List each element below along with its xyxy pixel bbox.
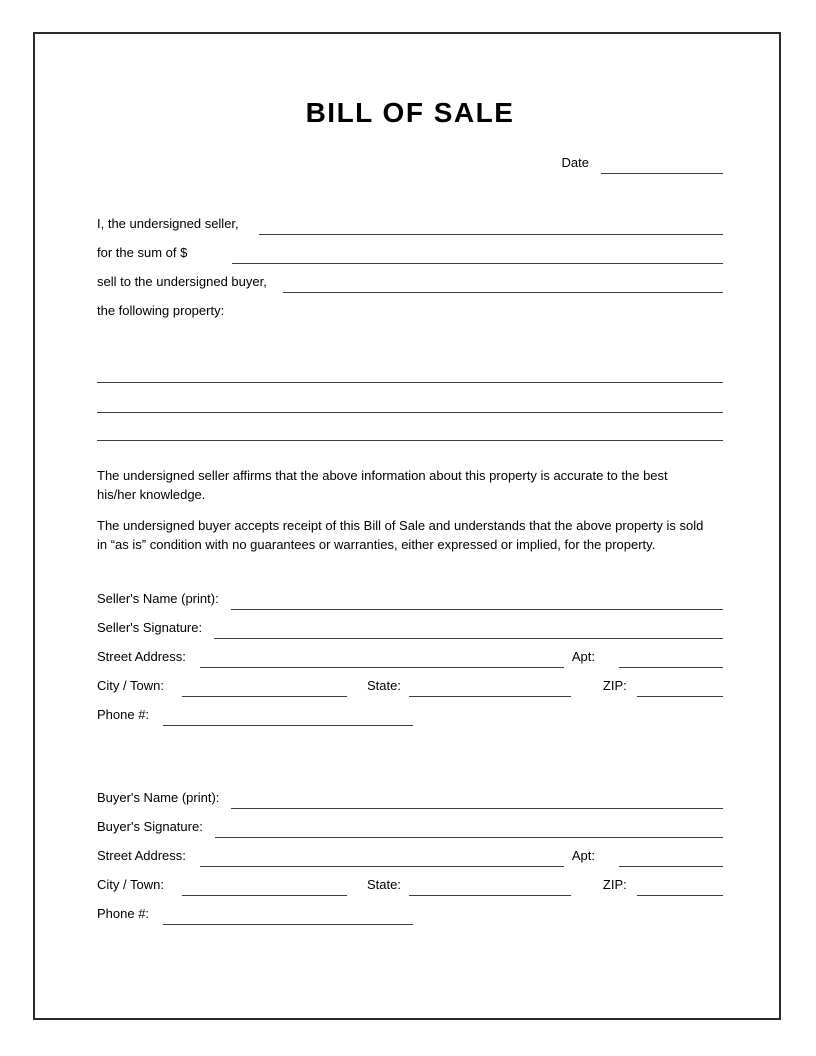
- buyer-street-field[interactable]: [200, 851, 564, 867]
- buyer-acceptance-line-1: The undersigned buyer accepts receipt of this Bill of Sale and understands that the above property is sold: [97, 518, 704, 533]
- page-title: BILL OF SALE: [305, 97, 515, 128]
- seller-street-row: [97, 645, 723, 665]
- seller-street-field[interactable]: [200, 652, 564, 668]
- undersigned-seller-field[interactable]: [259, 219, 723, 235]
- buyer-phone-field[interactable]: [163, 909, 413, 925]
- buyer-zip-label: ZIP:: [602, 877, 627, 892]
- seller-street-label: Street Address:: [97, 649, 186, 664]
- undersigned-buyer-row: [97, 270, 723, 290]
- undersigned-seller-label: I, the undersigned seller,: [97, 216, 239, 231]
- seller-state-field[interactable]: [409, 681, 571, 697]
- seller-affirmation-line-1: The undersigned seller affirms that the above information about this property is accurate to the best: [97, 468, 668, 483]
- seller-phone-row: [97, 703, 723, 723]
- seller-city-field[interactable]: [182, 681, 347, 697]
- seller-name-label: Seller's Name (print):: [97, 591, 219, 606]
- undersigned-buyer-label: sell to the undersigned buyer,: [97, 274, 267, 289]
- buyer-city-label: City / Town:: [97, 877, 164, 892]
- buyer-name-field[interactable]: [231, 793, 723, 809]
- seller-name-row: [97, 587, 723, 607]
- undersigned-seller-row: [97, 212, 723, 232]
- seller-affirmation-paragraph: [97, 466, 723, 504]
- seller-signature-row: [97, 616, 723, 636]
- date-field[interactable]: [601, 158, 723, 174]
- property-blank-line-3[interactable]: [97, 440, 723, 441]
- seller-phone-field[interactable]: [163, 710, 413, 726]
- form-border: [33, 32, 781, 1020]
- seller-apt-label: Apt:: [571, 649, 595, 664]
- sum-row: [97, 241, 723, 261]
- buyer-apt-label: Apt:: [571, 848, 595, 863]
- buyer-signature-label: Buyer's Signature:: [97, 819, 203, 834]
- buyer-city-field[interactable]: [182, 880, 347, 896]
- sum-label: for the sum of $: [97, 245, 188, 260]
- buyer-apt-field[interactable]: [619, 851, 723, 867]
- seller-apt-field[interactable]: [619, 652, 723, 668]
- seller-phone-label: Phone #:: [97, 707, 150, 722]
- buyer-phone-row: [97, 902, 723, 922]
- buyer-zip-field[interactable]: [637, 880, 723, 896]
- seller-name-field[interactable]: [231, 594, 723, 610]
- following-property-row: [97, 299, 723, 319]
- sum-field[interactable]: [232, 248, 723, 264]
- buyer-signature-row: [97, 815, 723, 835]
- seller-signature-field[interactable]: [214, 623, 723, 639]
- buyer-name-label: Buyer's Name (print):: [97, 790, 220, 805]
- buyer-state-label: State:: [366, 877, 401, 892]
- buyer-city-row: [97, 873, 723, 893]
- undersigned-buyer-field[interactable]: [283, 277, 723, 293]
- seller-city-row: [97, 674, 723, 694]
- following-property-label: the following property:: [97, 303, 225, 318]
- property-blank-line-2[interactable]: [97, 412, 723, 413]
- property-blank-line-1[interactable]: [97, 382, 723, 383]
- seller-zip-label: ZIP:: [602, 678, 627, 693]
- seller-signature-label: Seller's Signature:: [97, 620, 203, 635]
- date-row: [97, 151, 723, 171]
- buyer-signature-field[interactable]: [215, 822, 723, 838]
- buyer-name-row: [97, 786, 723, 806]
- seller-zip-field[interactable]: [637, 681, 723, 697]
- buyer-phone-label: Phone #:: [97, 906, 150, 921]
- buyer-street-label: Street Address:: [97, 848, 186, 863]
- seller-state-label: State:: [366, 678, 401, 693]
- buyer-state-field[interactable]: [409, 880, 571, 896]
- buyer-acceptance-paragraph: [97, 516, 723, 554]
- seller-affirmation-line-2: his/her knowledge.: [97, 487, 206, 502]
- date-label: Date: [561, 155, 589, 170]
- seller-city-label: City / Town:: [97, 678, 164, 693]
- buyer-acceptance-line-2: in “as is” condition with no guarantees or warranties, either expressed or implied, for the property.: [97, 537, 656, 552]
- buyer-street-row: [97, 844, 723, 864]
